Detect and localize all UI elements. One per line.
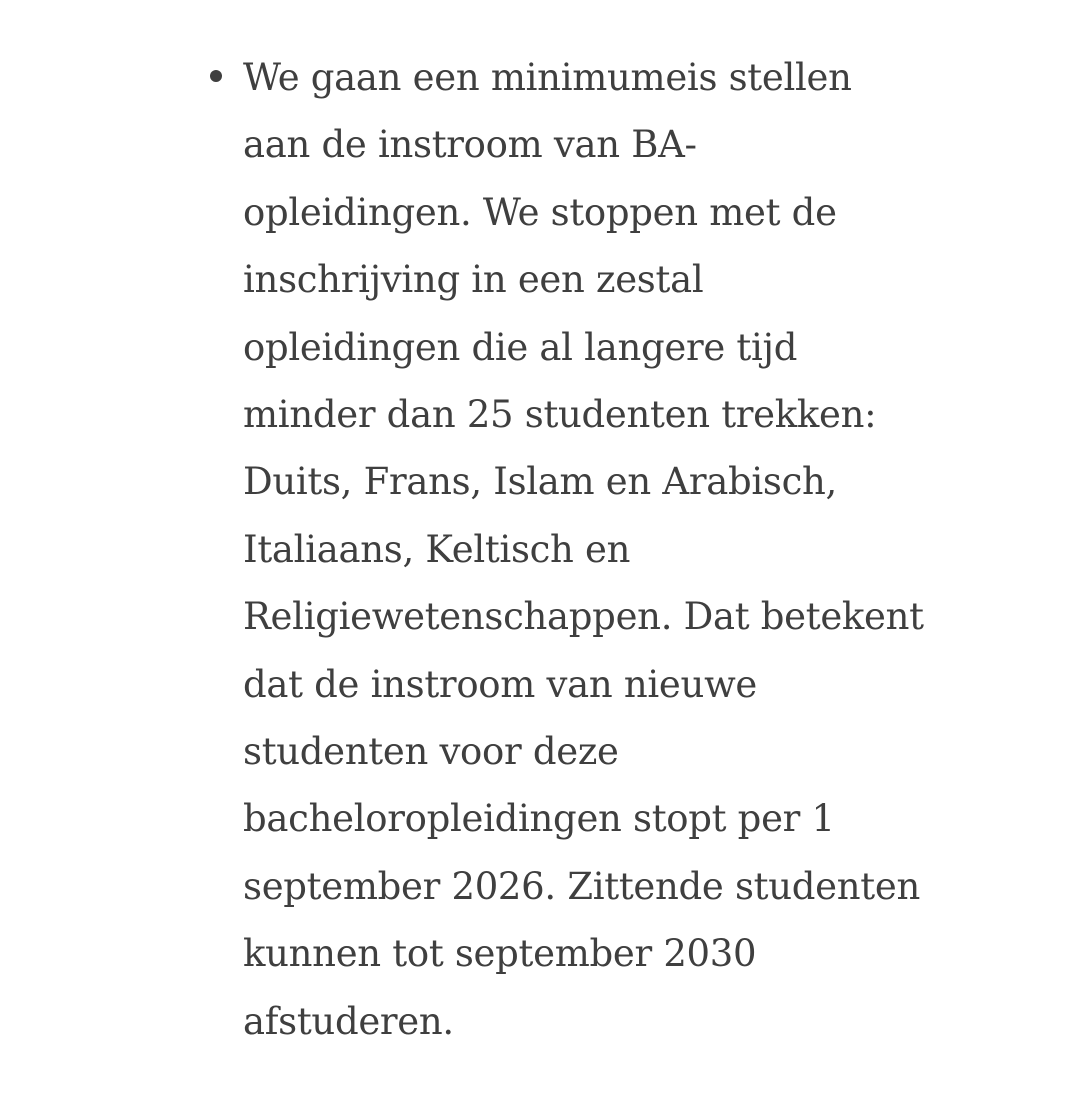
text-line: opleidingen. We stoppen met de xyxy=(243,190,837,234)
text-line: minder dan 25 studenten trekken: xyxy=(243,393,877,437)
text-line: We gaan een minimumeis stellen xyxy=(243,56,852,99)
text-line: aan de instroom van BA- xyxy=(243,123,697,167)
text-line: opleidingen die al langere tijd xyxy=(243,325,798,369)
text-line: afstuderen. xyxy=(243,999,454,1043)
text-line: september 2026. Zittende studenten xyxy=(243,864,920,908)
text-line: inschrijving in een zestal xyxy=(243,258,704,302)
list-item xyxy=(243,44,933,1055)
text-line: Italiaans, Keltisch en xyxy=(243,527,631,571)
text-line: Duits, Frans, Islam en Arabisch, xyxy=(243,460,837,504)
text-line: dat de instroom van nieuwe xyxy=(243,662,758,706)
text-line: Religiewetenschappen. Dat betekent xyxy=(243,595,924,639)
bullet-icon xyxy=(210,70,222,82)
text-line: bacheloropleidingen stopt per 1 xyxy=(243,797,835,841)
text-line: kunnen tot september 2030 xyxy=(243,932,757,976)
text-line: studenten voor deze xyxy=(243,730,619,774)
